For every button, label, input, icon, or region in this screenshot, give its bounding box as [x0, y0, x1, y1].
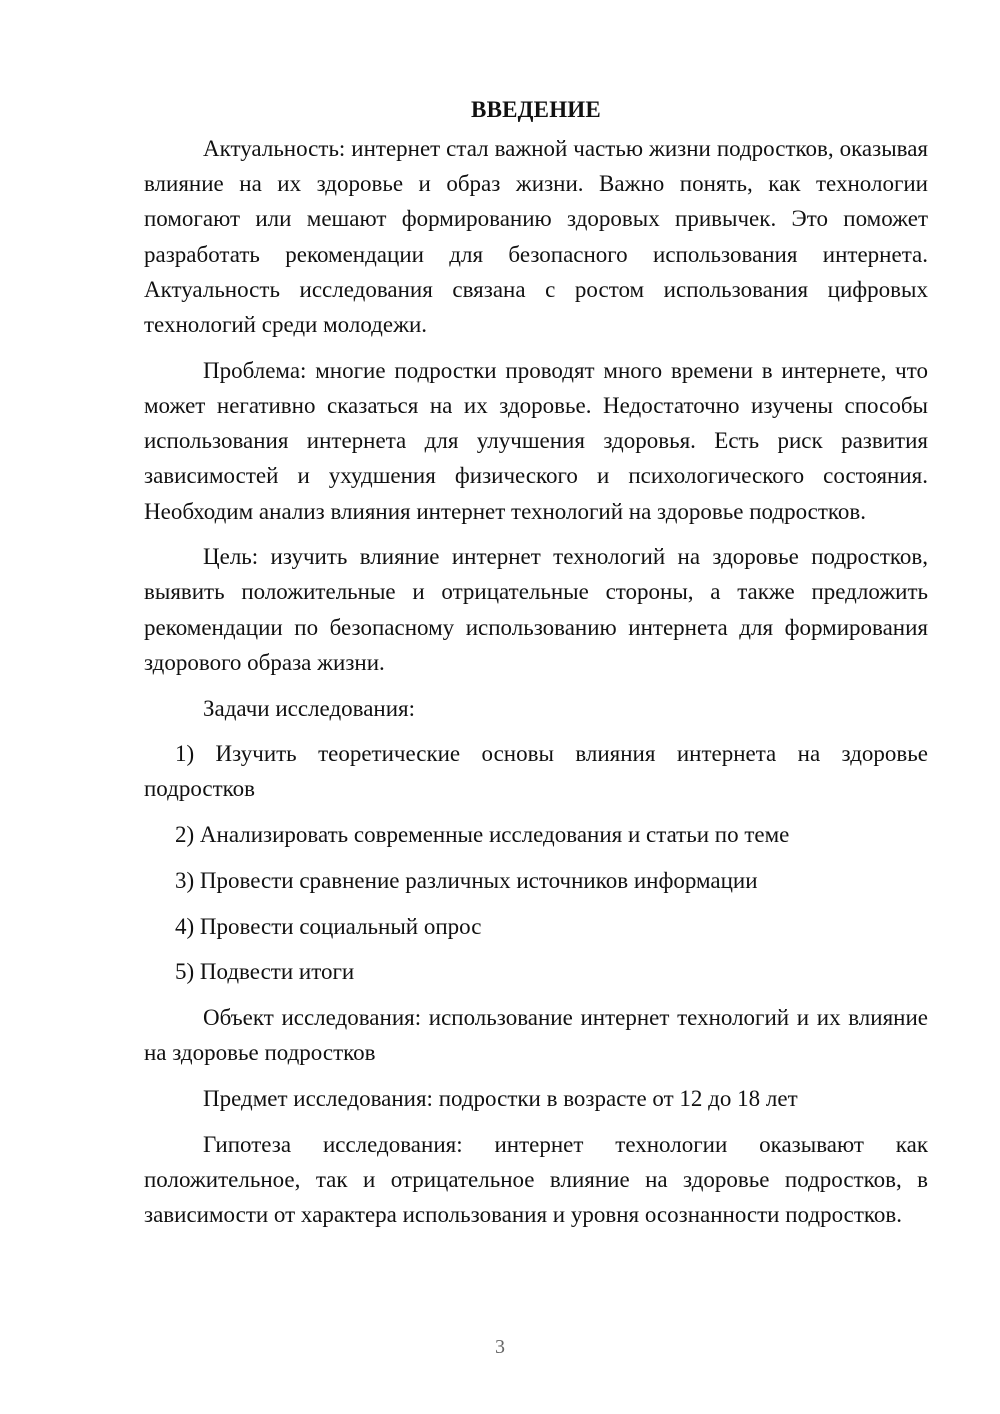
- paragraph-object: Объект исследования: использование интернет технологий и их влияние на здоровье подростков: [144, 1004, 928, 1066]
- paragraph-goal: Цель: изучить влияние интернет технологий на здоровье подростков, выявить положительные и отрицательные стороны, а также предложить рекомендации по безопасному использованию интернета для формирования здорового образа жизни.: [144, 544, 928, 675]
- list-item-task-3: 3) Провести сравнение различных источников информации: [175, 867, 758, 893]
- list-item-task-4: 4) Провести социальный опрос: [175, 913, 482, 939]
- paragraph-hypothesis: Гипотеза исследования: интернет технологии оказывают как положительное, так и отрицательное влияние на здоровье подростков, в зависимости от характера использования и уровня осознанности подростков.: [144, 1131, 928, 1227]
- paragraph-problem: Проблема: многие подростки проводят много времени в интернете, что может негативно сказаться на их здоровье. Недостаточно изучены способы использования интернета для улучшения здоровья. Есть риск развития зависимостей и ухудшения физического и психологического состояния. Необходим анализ влияния интернет технологий на здоровье подростков.: [144, 357, 928, 524]
- page-title: ВВЕДЕНИЕ: [471, 97, 601, 122]
- paragraph-subject: Предмет исследования: подростки в возрасте от 12 до 18 лет: [203, 1085, 798, 1111]
- paragraph-relevance: Актуальность: интернет стал важной частью жизни подростков, оказывая влияние на их здоровье и образ жизни. Важно понять, как технологии помогают или мешают формированию здоровых привычек. Это поможет разработать рекомендации для безопасного использования интернета. Актуальность исследования связана с ростом использования цифровых технологий среди молодежи.: [144, 136, 928, 338]
- page-number: 3: [495, 1336, 505, 1358]
- list-item-task-5: 5) Подвести итоги: [175, 959, 355, 985]
- document-body: [144, 92, 928, 1243]
- paragraph-tasks-heading: Задачи исследования:: [203, 695, 416, 721]
- list-item-task-2: 2) Анализировать современные исследования и статьи по теме: [175, 822, 790, 848]
- list-item-task-1: 1) Изучить теоретические основы влияния интернета на здоровье подростков: [144, 741, 928, 802]
